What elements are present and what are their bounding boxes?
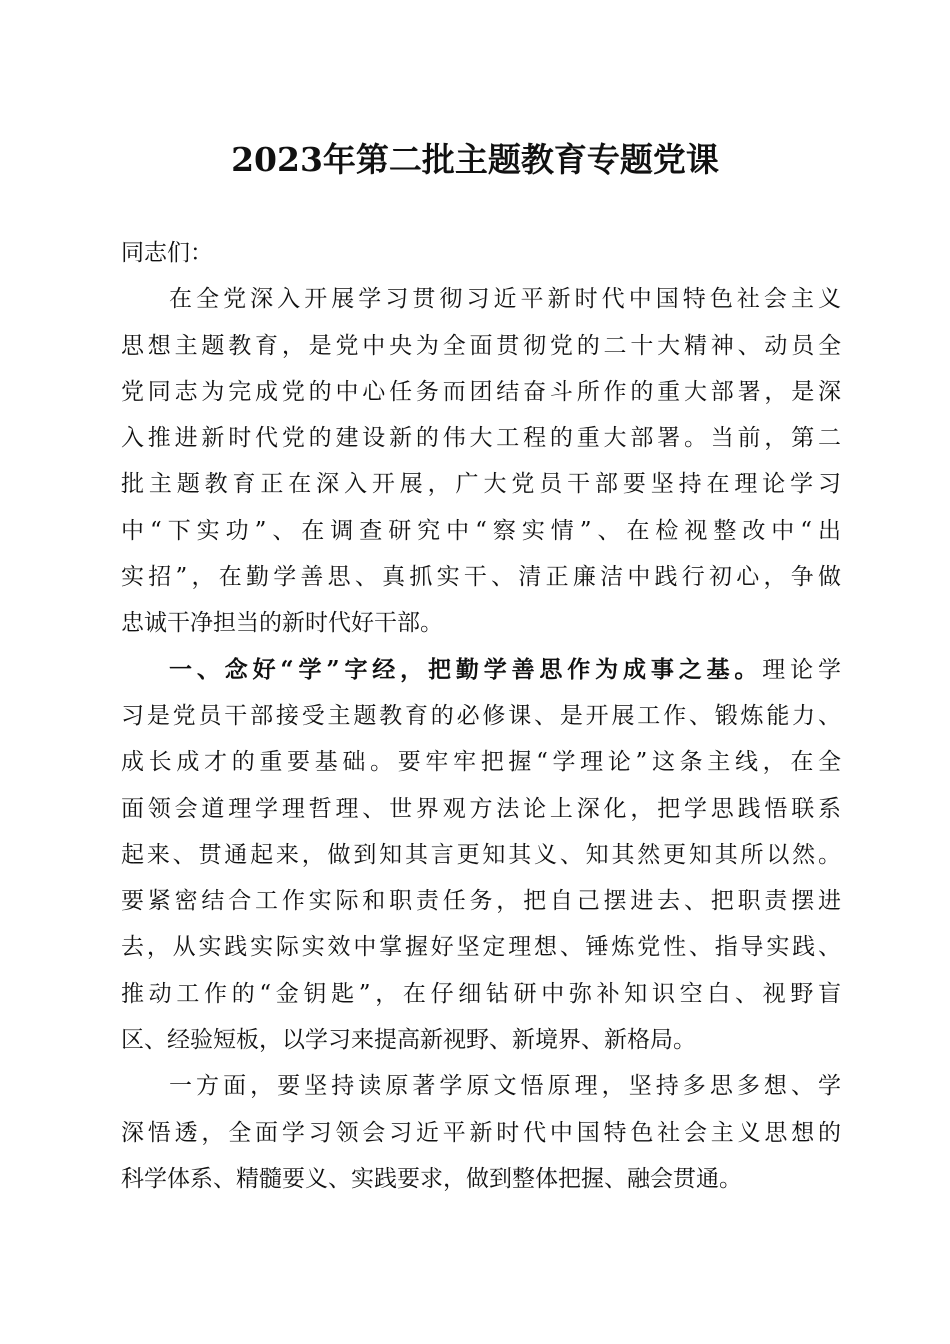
paragraph-line: 科学体系、精髓要义、实践要求，做到整体把握、融会贯通。 [121, 1165, 742, 1192]
document-title: 2023年第二批主题教育专题党课 [231, 140, 719, 179]
paragraph-line: 区、经验短板，以学习来提高新视野、新境界、新格局。 [121, 1027, 696, 1054]
paragraph-line: 入推进新时代党的建设新的伟大工程的重大部署。当前，第二 [121, 425, 841, 452]
paragraph-line: 成长成才的重要基础。要牢牢把握“学理论”这条主线，在全 [121, 749, 841, 776]
paragraph-line: 一方面，要坚持读原著学原文悟原理，坚持多思多想、学 [169, 1073, 841, 1100]
paragraph-line: 忠诚干净担当的新时代好干部。 [121, 610, 443, 637]
paragraph-line-rest: 理论学 [762, 656, 841, 683]
paragraph-line: 起来、贯通起来，做到知其言更知其义、知其然更知其所以然。 [121, 841, 841, 868]
paragraph-line: 中“下实功”、在调查研究中“察实情”、在检视整改中“出 [121, 517, 841, 544]
paragraph-line: 要紧密结合工作实际和职责任务，把自己摆进去、把职责摆进 [121, 888, 841, 915]
paragraph-line: 面领会道理学理哲理、世界观方法论上深化，把学思践悟联系 [121, 795, 841, 822]
paragraph-line: 在全党深入开展学习贯彻习近平新时代中国特色社会主义 [169, 286, 841, 313]
salutation: 同志们： [121, 240, 213, 266]
paragraph-line: 深悟透，全面学习领会习近平新时代中国特色社会主义思想的 [121, 1119, 841, 1146]
paragraph-line: 批主题教育正在深入开展，广大党员干部要坚持在理论学习 [121, 471, 841, 498]
paragraph-line: 党同志为完成党的中心任务而团结奋斗所作的重大部署，是深 [121, 378, 841, 405]
paragraph-line: 推动工作的“金钥匙”，在仔细钻研中弥补知识空白、视野盲 [121, 980, 841, 1007]
document-body [121, 230, 841, 1202]
paragraph-line: 去，从实践实际实效中掌握好坚定理想、锤炼党性、指导实践、 [121, 934, 841, 961]
section-heading: 一、念好“学”字经，把勤学善思作为成事之基。 [169, 655, 763, 683]
paragraph-1 [121, 276, 841, 646]
paragraph-line: 习是党员干部接受主题教育的必修课、是开展工作、锻炼能力、 [121, 702, 841, 729]
paragraph-line: 实招”，在勤学善思、真抓实干、清正廉洁中践行初心，争做 [121, 564, 841, 591]
paragraph-line: 思想主题教育，是党中央为全面贯彻党的二十大精神、动员全 [121, 332, 841, 359]
paragraph-2 [121, 647, 841, 1064]
paragraph-3 [121, 1063, 841, 1202]
paragraph-first-line [121, 647, 841, 693]
